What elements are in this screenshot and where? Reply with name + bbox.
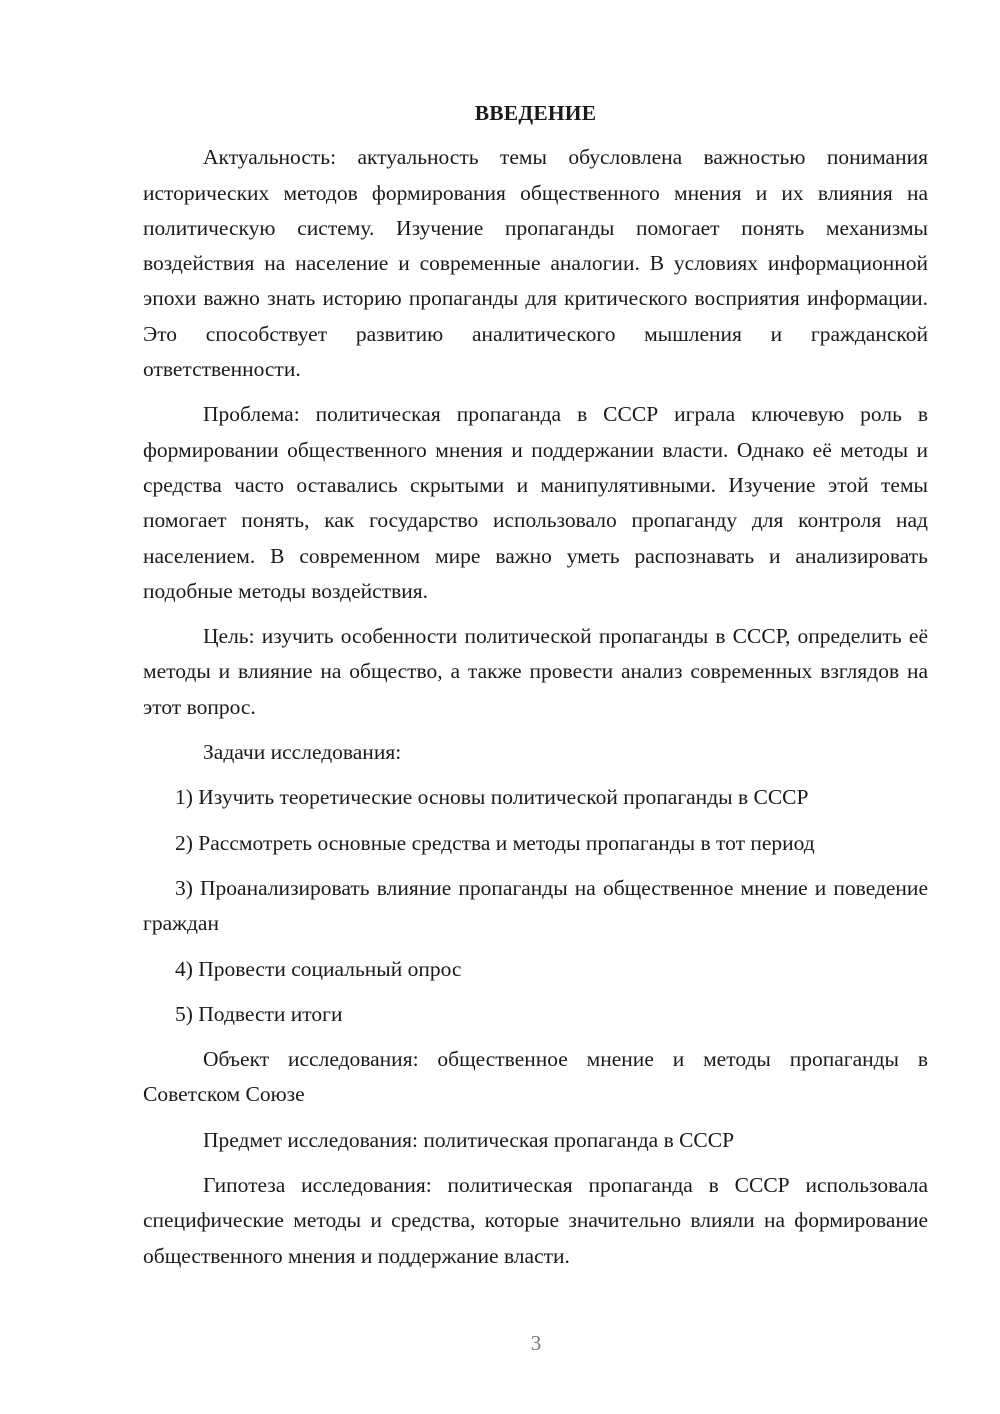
- paragraph-tasks-intro: Задачи исследования:: [203, 740, 402, 765]
- list-item: 2) Рассмотреть основные средства и методы пропаганды в тот период: [175, 830, 815, 855]
- paragraph-subject: Предмет исследования: политическая пропаганда в СССР: [203, 1127, 735, 1152]
- paragraph-hypothesis: Гипотеза исследования: политическая пропаганда в СССР использовала специфические методы и средства, которые значительно влияли на формирование общественного мнения и поддержание власти.: [143, 1173, 928, 1268]
- paragraph-goal: Цель: изучить особенности политической пропаганды в СССР, определить её методы и влияние на общество, а также провести анализ современных взглядов на этот вопрос.: [143, 624, 928, 719]
- page-number: 3: [530, 1331, 542, 1355]
- paragraph-relevance: Актуальность: актуальность темы обусловлена важностью понимания исторических методов формирования общественного мнения и их влияния на политическую систему. Изучение пропаганды помогает понять механизмы воздействия на население и современные аналогии. В условиях информационной эпохи важно знать историю пропаганды для критического восприятия информации. Это способствует развитию аналитического мышления и гражданской ответственности.: [143, 145, 928, 382]
- document-page: [143, 96, 928, 1284]
- paragraph-problem: Проблема: политическая пропаганда в СССР играла ключевую роль в формировании общественного мнения и поддержании власти. Однако её методы и средства часто оставались скрытыми и манипулятивными. Изучение этой темы помогает понять, как государство использовало пропаганду для контроля над населением. В современном мире важно уметь распознавать и анализировать подобные методы воздействия.: [143, 402, 928, 603]
- list-item: 4) Провести социальный опрос: [175, 956, 462, 981]
- section-heading: ВВЕДЕНИЕ: [474, 101, 597, 125]
- list-item: 3) Проанализировать влияние пропаганды на общественное мнение и поведение граждан: [143, 875, 928, 936]
- list-item: 1) Изучить теоретические основы политической пропаганды в СССР: [175, 785, 809, 810]
- tasks-list: [143, 780, 928, 1032]
- paragraph-object: Объект исследования: общественное мнение и методы пропаганды в Советском Союзе: [143, 1047, 928, 1107]
- list-item: 5) Подвести итоги: [175, 1001, 343, 1026]
